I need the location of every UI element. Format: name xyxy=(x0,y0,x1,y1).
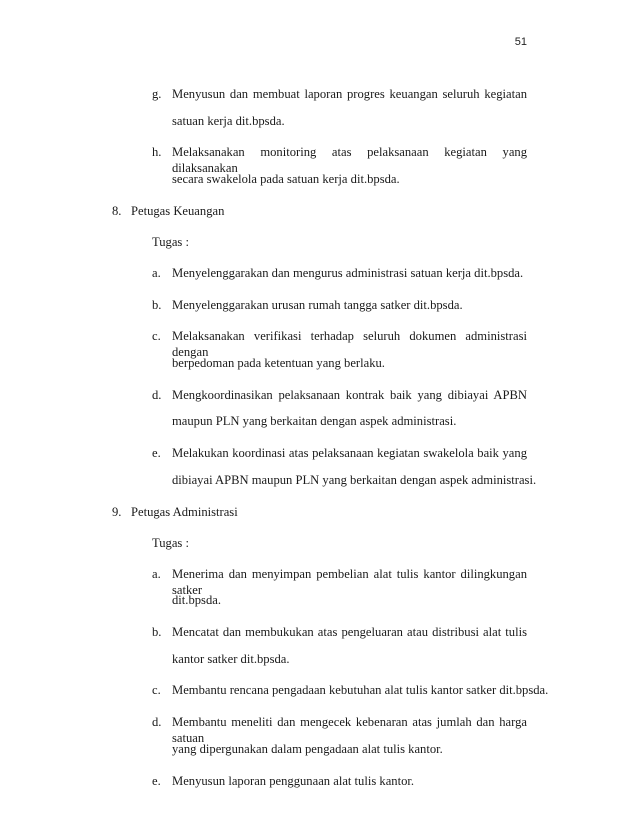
section-8-item-marker: d. xyxy=(152,387,162,402)
section-8-item-text: Menyelenggarakan urusan rumah tangga satker dit.bpsda. xyxy=(172,297,463,312)
list-item-marker: g. xyxy=(152,87,162,101)
section-8-item-text: Melakukan koordinasi atas pelaksanaan kegiatan swakelola baik yang xyxy=(172,446,527,461)
section-9-item-text: kantor satker dit.bpsda. xyxy=(172,651,290,666)
list-item-marker: h. xyxy=(152,145,162,160)
section-9-item-text: Menerima dan menyimpan pembelian alat tulis kantor dilingkungan satker xyxy=(172,566,527,597)
section-9-item-marker: d. xyxy=(152,715,162,730)
section-8-item-text: dibiayai APBN maupun PLN yang berkaitan dengan aspek administrasi. xyxy=(172,472,537,487)
section-9-item-marker: b. xyxy=(152,625,162,639)
section-9-number: 9. xyxy=(112,504,122,519)
section-9-item-text: Menyusun laporan penggunaan alat tulis kantor. xyxy=(172,773,415,788)
list-item-text: satuan kerja dit.bpsda. xyxy=(172,113,285,128)
list-item-text: Melaksanakan monitoring atas pelaksanaan kegiatan yang dilaksanakan xyxy=(172,145,527,176)
section-9-item-text: yang dipergunakan dalam pengadaan alat tulis kantor. xyxy=(172,741,443,756)
section-8-item-marker: e. xyxy=(152,446,161,461)
section-9-title: Petugas Administrasi xyxy=(131,504,238,519)
section-9-item-marker: e. xyxy=(152,773,161,788)
list-item-text: secara swakelola pada satuan kerja dit.bpsda. xyxy=(172,172,400,186)
section-9-tugas-label: Tugas : xyxy=(152,535,189,550)
section-8-item-text: maupun PLN yang berkaitan dengan aspek administrasi. xyxy=(172,414,457,429)
section-8-item-marker: b. xyxy=(152,297,162,312)
section-9-item-text: Membantu rencana pengadaan kebutuhan alat tulis kantor satker dit.bpsda. xyxy=(172,683,549,698)
section-8-item-marker: c. xyxy=(152,329,161,344)
section-8-item-text: Mengkoordinasikan pelaksanaan kontrak baik yang dibiayai APBN xyxy=(172,387,527,402)
section-8-item-marker: a. xyxy=(152,265,161,280)
section-9-item-text: dit.bpsda. xyxy=(172,593,221,608)
section-8-tugas-label: Tugas : xyxy=(152,234,189,249)
section-8-item-text: Menyelenggarakan dan mengurus administrasi satuan kerja dit.bpsda. xyxy=(172,265,524,280)
section-9-item-text: Membantu meneliti dan mengecek kebenaran atas jumlah dan harga satuan xyxy=(172,715,527,746)
page-number: 51 xyxy=(514,36,527,48)
section-9-item-marker: a. xyxy=(152,566,161,581)
section-8-item-text: berpedoman pada ketentuan yang berlaku. xyxy=(172,356,385,370)
section-8-title: Petugas Keuangan xyxy=(131,203,225,218)
list-item-text: Menyusun dan membuat laporan progres keuangan seluruh kegiatan xyxy=(172,87,527,101)
section-9-item-marker: c. xyxy=(152,683,161,698)
section-8-number: 8. xyxy=(112,203,122,218)
section-9-item-text: Mencatat dan membukukan atas pengeluaran atau distribusi alat tulis xyxy=(172,625,527,639)
section-8-item-text: Melaksanakan verifikasi terhadap seluruh dokumen administrasi dengan xyxy=(172,329,527,360)
